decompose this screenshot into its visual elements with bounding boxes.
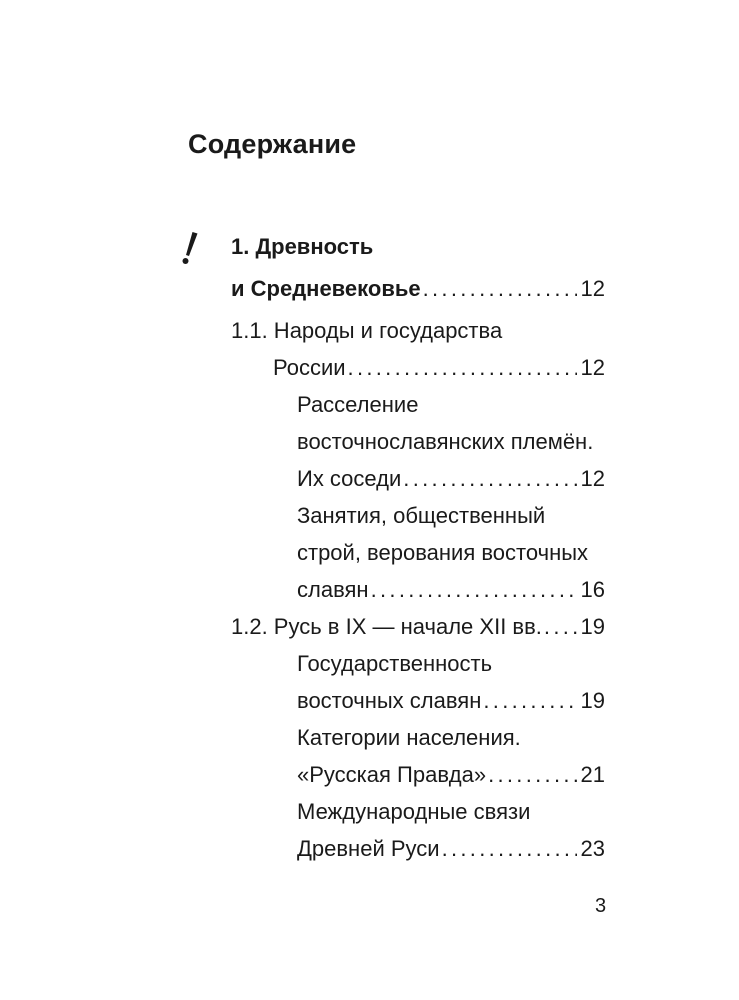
toc-item-population-line1: Категории населения. (297, 725, 521, 750)
toc-entry-label: «Русская Правда» (297, 762, 487, 787)
toc-entry-occupations[interactable] (297, 572, 605, 608)
page-number: 3 (595, 895, 607, 917)
toc-section-1-title: 1. Древность (231, 234, 374, 259)
toc-entry-label: и Средневековье (231, 276, 421, 301)
toc-page-number: 21 (580, 762, 605, 787)
dot-leader (371, 572, 577, 608)
toc-entry-label: восточных славян (297, 688, 482, 713)
dot-leader (403, 461, 576, 497)
toc-entry-population[interactable] (297, 757, 605, 793)
toc-entry-settlement[interactable] (297, 461, 605, 497)
toc-entry-relations[interactable] (297, 831, 605, 867)
dot-leader (483, 683, 576, 719)
toc-entry-section-1[interactable] (231, 271, 605, 307)
toc-entry-label: России (273, 355, 346, 380)
toc-entry-label: славян (297, 577, 369, 602)
dot-leader (348, 350, 577, 386)
toc-page-number: 16 (580, 577, 605, 602)
toc-page-number: 19 (580, 614, 605, 639)
toc-page-number: 12 (580, 355, 605, 380)
exclamation-marker-icon (180, 231, 200, 265)
toc-page-number: 12 (580, 466, 605, 491)
dot-leader (488, 757, 576, 793)
toc-item-occupations-line2: строй, верования восточных (297, 540, 589, 565)
toc-entry-statehood[interactable] (297, 683, 605, 719)
toc-entry-label: 1.2. Русь в IX — начале XII вв. (231, 614, 542, 639)
toc-page-number: 12 (580, 276, 605, 301)
toc-item-settlement-line1: Расселение (297, 392, 419, 417)
toc-entry-subsection-1-2[interactable] (231, 609, 605, 645)
toc-entry-subsection-1-1[interactable] (273, 350, 605, 386)
toc-item-relations-line1: Международные связи (297, 799, 531, 824)
page-title: Содержание (188, 129, 357, 159)
toc-page-number: 23 (580, 836, 605, 861)
dot-leader (442, 831, 577, 867)
toc-page-number: 19 (580, 688, 605, 713)
toc-item-occupations-line1: Занятия, общественный (297, 503, 546, 528)
toc-item-statehood-line1: Государственность (297, 651, 493, 676)
toc-subsection-1-1-title: 1.1. Народы и государства (231, 318, 503, 343)
dot-leader (544, 609, 577, 645)
toc-item-settlement-line2: восточнославянских племён. (297, 429, 594, 454)
toc-entry-label: Древней Руси (297, 836, 440, 861)
toc-entry-label: Их соседи (297, 466, 402, 491)
dot-leader (423, 271, 577, 307)
